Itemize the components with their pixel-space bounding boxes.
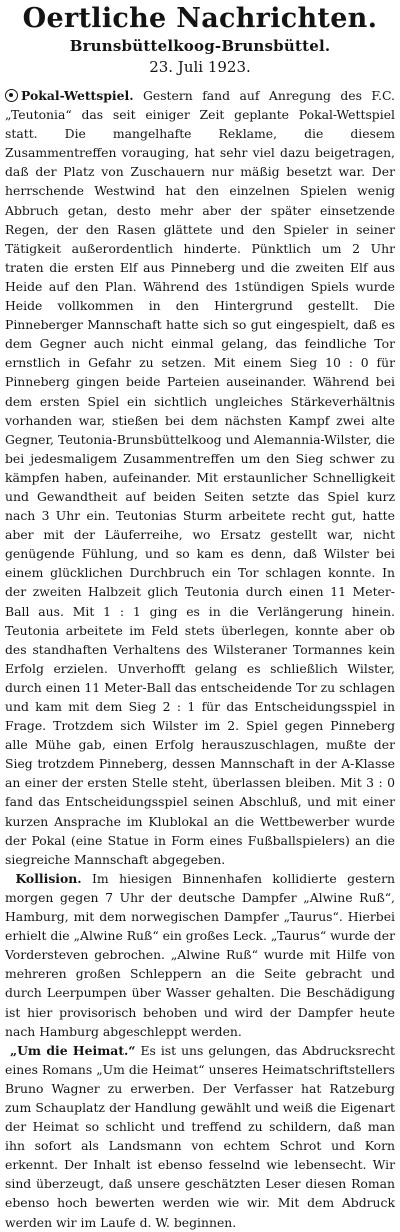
article-body: Im hiesigen Binnenhafen kollidierte gestern morgen gegen 7 Uhr der deutsche Dampfer „Alwine Ruß“, Hamburg, mit dem norwegischen Dampfer „Taurus“. Hierbei erhielt die „Alwine Ruß“ ein großes Leck. „Taurus“ wurde der Vordersteven gebrochen. „Alwine Ruß“ wurde mit Hilfe von mehreren großen Schleppern an die Seite gebracht und durch Leerpumpen über Wasser gehalten. Die Beschädigung ist hier provisorisch behoben und wird der Dampfer heute nach Hamburg abgeschleppt werden. [5, 870, 395, 1039]
article-paragraph [5, 1041, 395, 1232]
bullet-circle-icon [5, 89, 18, 102]
article-body: Gestern fand auf Anregung des F.C. „Teutonia“ das seit einiger Zeit geplante Pokal-Wettspiel statt. Die mangelhafte Reklame, die diesem Zusammentreffen vorauging, hat sehr viel dazu beigetragen, daß der Platz von Zuschauern nur mäßig besetzt war. Der herrschende Westwind hat den einzelnen Spielen wenig Abbruch getan, desto mehr aber der später einsetzende Regen, der den Rasen glättete und den Spieler in seiner Tätigkeit außerordentlich hinderte. Pünktlich um 2 Uhr traten die ersten Elf aus Pinneberg und die zweiten Elf aus Heide auf den Plan. Während des 1stündigen Spiels wurde Heide vollkommen in den Hintergrund gestellt. Die Pinneberger Mannschaft hatte sich so gut eingespielt, daß es dem Gegner auch nicht einmal gelang, das feindliche Tor ernstlich in Gefahr zu setzen. Mit einem Sieg 10 : 0 für Pinneberg gingen beide Parteien auseinander. Während bei dem ersten Spiel ein sichtlich ungleiches Stärkeverhältnis vorhanden war, stießen bei dem nächsten Kampf zwei alte Gegner, Teutonia-Brunsbüttelkoog und Alemannia-Wilster, die bei jedesmaligem Zusammentreffen um den Sieg schwer zu kämpfen haben, aufeinander. Mit erstaunlicher Schnelligkeit und Gewandtheit auf beiden Seiten setzte das Spiel kurz nach 3 Uhr ein. Teutonias Sturm arbeitete recht gut, hatte aber mit der Läuferreihe, wo Ersatz gestellt war, nicht genügende Fühlung, und so kam es denn, daß Wilster bei einem glücklichen Durchbruch ein Tor schlagen konnte. In der zweiten Halbzeit glich Teutonia durch einen 11 Meter-Ball aus. Mit 1 : 1 ging es in die Verlängerung hinein. Teutonia arbeitete im Feld stets überlegen, konnte aber ob des standhaften Verhaltens des Wilsteraner Tormannes kein Erfolg erzielen. Unverhofft gelang es schließlich Wilster, durch einen 11 Meter-Ball das entscheidende Tor zu schlagen und kam mit dem Sieg 2 : 1 für das Entscheidungsspiel in Frage. Trotzdem sich Wilster im 2. Spiel gegen Pinneberg alle Mühe gab, einen Erfolg herauszuschlagen, mußte der Sieg trotzdem Pinneberg, dessen Mannschaft in der A-Klasse an einer der ersten Stelle steht, überlassen bleiben. Mit 3 : 0 fand das Entscheidungsspiel seinen Abschluß, und mit einer kurzen Ansprache im Klublokal an die Wettbewerber wurde der Pokal (eine Statue in Form eines Fußballspielers) an die siegreiche Mannschaft abgegeben. [5, 88, 395, 867]
location-subtitle: Brunsbüttelkoog-Brunsbüttel. [69, 37, 331, 55]
article-heading: Pokal-Wettspiel. [21, 88, 134, 103]
article-paragraph [5, 86, 395, 869]
dateline: 23. Juli 1923. [149, 58, 251, 76]
article-um-die-heimat [5, 1041, 395, 1232]
article-heading: „Um die Heimat.“ [9, 1042, 136, 1058]
article-pokal-wettspiel [5, 86, 395, 869]
newspaper-clipping [0, 2, 400, 1230]
article-heading: Kollision. [15, 870, 82, 886]
article-kollision [5, 869, 395, 1041]
article-body: Es ist uns gelungen, das Abdrucksrecht eines Romans „Um die Heimat“ unseres Heimatschriftstellers Bruno Wagner zu erwerben. Der Verfasser hat Ratzeburg zum Schauplatz der Handlung gewählt und weiß die Eigenart der Heimat so schlicht und treffend zu schildern, daß man ihn sofort als Landsmann von echtem Schrot und Korn erkennt. Der Inhalt ist ebenso fesselnd wie lebensecht. Wir sind überzeugt, daß unsere geschätzten Leser diesen Roman ebenso hoch bewerten werden wie wir. Mit dem Abdruck werden wir im Laufe d. W. beginnen. [5, 1042, 395, 1230]
article-paragraph [5, 869, 395, 1041]
section-title: Oertliche Nachrichten. [22, 3, 378, 34]
